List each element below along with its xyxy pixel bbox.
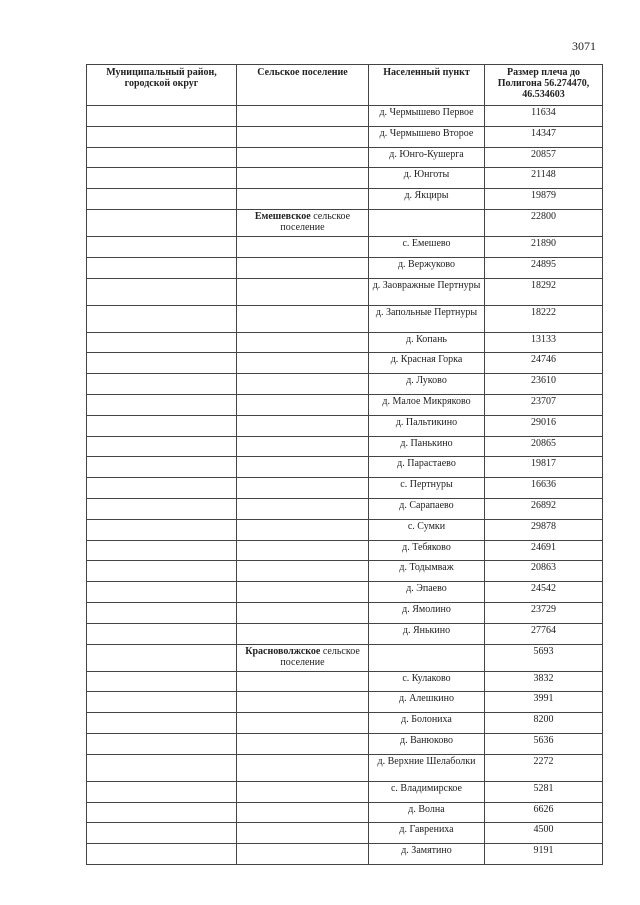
distance-cell: 24691 bbox=[485, 540, 603, 561]
district-cell bbox=[87, 671, 237, 692]
district-cell bbox=[87, 257, 237, 278]
distance-cell: 5281 bbox=[485, 781, 603, 802]
settlement-cell bbox=[237, 209, 369, 236]
distance-cell: 24895 bbox=[485, 257, 603, 278]
locality-cell: д. Юнготы bbox=[369, 168, 485, 189]
distance-cell: 23729 bbox=[485, 602, 603, 623]
distance-cell: 9191 bbox=[485, 844, 603, 865]
locality-cell: д. Эпаево bbox=[369, 582, 485, 603]
table-row bbox=[87, 623, 603, 644]
distance-cell: 20863 bbox=[485, 561, 603, 582]
distance-cell: 4500 bbox=[485, 823, 603, 844]
table-row bbox=[87, 498, 603, 519]
settlement-cell bbox=[237, 692, 369, 713]
settlement-cell bbox=[237, 582, 369, 603]
distance-cell: 5693 bbox=[485, 644, 603, 671]
district-cell bbox=[87, 394, 237, 415]
locality-cell: д. Юнго-Кушерга bbox=[369, 147, 485, 168]
locality-cell: с. Пертнуры bbox=[369, 478, 485, 499]
locality-cell: д. Алешкино bbox=[369, 692, 485, 713]
settlement-cell bbox=[237, 394, 369, 415]
distance-cell: 14347 bbox=[485, 126, 603, 147]
settlement-cell bbox=[237, 374, 369, 395]
locality-cell: д. Тодымваж bbox=[369, 561, 485, 582]
district-cell bbox=[87, 844, 237, 865]
district-cell bbox=[87, 644, 237, 671]
locality-cell bbox=[369, 209, 485, 236]
table-row bbox=[87, 209, 603, 236]
locality-cell: д. Парастаево bbox=[369, 457, 485, 478]
distance-cell: 24542 bbox=[485, 582, 603, 603]
settlement-type: сельское поселение bbox=[280, 645, 360, 668]
settlement-cell bbox=[237, 332, 369, 353]
settlement-cell bbox=[237, 823, 369, 844]
district-cell bbox=[87, 278, 237, 305]
locality-cell: д. Чермышево Первое bbox=[369, 106, 485, 127]
district-cell bbox=[87, 823, 237, 844]
district-cell bbox=[87, 415, 237, 436]
district-cell bbox=[87, 561, 237, 582]
district-cell bbox=[87, 498, 237, 519]
settlement-cell bbox=[237, 147, 369, 168]
locality-cell: д. Панькино bbox=[369, 436, 485, 457]
distance-cell: 27764 bbox=[485, 623, 603, 644]
locality-cell: с. Кулаково bbox=[369, 671, 485, 692]
distance-cell: 3991 bbox=[485, 692, 603, 713]
settlement-cell bbox=[237, 189, 369, 210]
table-row bbox=[87, 278, 603, 305]
table-row bbox=[87, 236, 603, 257]
settlement-cell bbox=[237, 602, 369, 623]
distance-cell: 19879 bbox=[485, 189, 603, 210]
table-row bbox=[87, 671, 603, 692]
table-row bbox=[87, 602, 603, 623]
table-row bbox=[87, 257, 603, 278]
distance-cell: 11634 bbox=[485, 106, 603, 127]
table-row bbox=[87, 353, 603, 374]
header-locality: Населенный пункт bbox=[369, 65, 485, 106]
locality-cell: д. Янькино bbox=[369, 623, 485, 644]
distance-cell: 23707 bbox=[485, 394, 603, 415]
locality-cell: д. Заовражные Пертнуры bbox=[369, 278, 485, 305]
distance-cell: 21890 bbox=[485, 236, 603, 257]
distance-cell: 21148 bbox=[485, 168, 603, 189]
locality-cell bbox=[369, 644, 485, 671]
table-row bbox=[87, 457, 603, 478]
table-row bbox=[87, 168, 603, 189]
distance-cell: 13133 bbox=[485, 332, 603, 353]
table-row bbox=[87, 415, 603, 436]
distance-cell: 24746 bbox=[485, 353, 603, 374]
district-cell bbox=[87, 781, 237, 802]
district-cell bbox=[87, 623, 237, 644]
locality-cell: д. Вержуково bbox=[369, 257, 485, 278]
table-row bbox=[87, 394, 603, 415]
district-cell bbox=[87, 540, 237, 561]
table-row bbox=[87, 823, 603, 844]
settlement-cell bbox=[237, 733, 369, 754]
district-cell bbox=[87, 754, 237, 781]
table-row bbox=[87, 692, 603, 713]
locality-cell: д. Гаврениха bbox=[369, 823, 485, 844]
settlement-cell bbox=[237, 754, 369, 781]
locality-cell: д. Ямолино bbox=[369, 602, 485, 623]
district-cell bbox=[87, 147, 237, 168]
table-row bbox=[87, 189, 603, 210]
district-cell bbox=[87, 713, 237, 734]
table-row bbox=[87, 540, 603, 561]
locality-cell: д. Волна bbox=[369, 802, 485, 823]
distance-cell: 18222 bbox=[485, 305, 603, 332]
table-row bbox=[87, 754, 603, 781]
distance-cell: 20865 bbox=[485, 436, 603, 457]
locality-cell: с. Владимирское bbox=[369, 781, 485, 802]
table-row bbox=[87, 713, 603, 734]
table-row bbox=[87, 844, 603, 865]
settlement-cell bbox=[237, 305, 369, 332]
settlement-cell bbox=[237, 644, 369, 671]
settlement-cell bbox=[237, 278, 369, 305]
settlement-cell bbox=[237, 623, 369, 644]
locality-cell: д. Копань bbox=[369, 332, 485, 353]
table-row bbox=[87, 781, 603, 802]
distance-cell: 20857 bbox=[485, 147, 603, 168]
settlement-cell bbox=[237, 236, 369, 257]
settlements-table bbox=[86, 64, 603, 865]
settlement-cell bbox=[237, 540, 369, 561]
table-row bbox=[87, 478, 603, 499]
table-body bbox=[87, 106, 603, 865]
locality-cell: д. Верхние Шелаболки bbox=[369, 754, 485, 781]
district-cell bbox=[87, 582, 237, 603]
settlement-cell bbox=[237, 106, 369, 127]
settlement-cell bbox=[237, 457, 369, 478]
locality-cell: д. Красная Горка bbox=[369, 353, 485, 374]
settlement-cell bbox=[237, 415, 369, 436]
locality-cell: д. Тебяково bbox=[369, 540, 485, 561]
district-cell bbox=[87, 733, 237, 754]
table-row bbox=[87, 582, 603, 603]
table-row bbox=[87, 305, 603, 332]
distance-cell: 29016 bbox=[485, 415, 603, 436]
district-cell bbox=[87, 374, 237, 395]
distance-cell: 18292 bbox=[485, 278, 603, 305]
locality-cell: д. Малое Микряково bbox=[369, 394, 485, 415]
locality-cell: д. Запольные Пертнуры bbox=[369, 305, 485, 332]
table-header-row bbox=[87, 65, 603, 106]
district-cell bbox=[87, 457, 237, 478]
locality-cell: д. Ванюково bbox=[369, 733, 485, 754]
header-district: Муниципальный район, городской округ bbox=[87, 65, 237, 106]
settlement-cell bbox=[237, 436, 369, 457]
district-cell bbox=[87, 478, 237, 499]
locality-cell: д. Чермышево Второе bbox=[369, 126, 485, 147]
settlement-cell bbox=[237, 671, 369, 692]
district-cell bbox=[87, 353, 237, 374]
district-cell bbox=[87, 602, 237, 623]
locality-cell: д. Луково bbox=[369, 374, 485, 395]
settlement-name: Красноволжское bbox=[245, 645, 321, 657]
distance-cell: 29878 bbox=[485, 519, 603, 540]
table-row bbox=[87, 436, 603, 457]
district-cell bbox=[87, 209, 237, 236]
settlement-cell bbox=[237, 478, 369, 499]
locality-cell: с. Сумки bbox=[369, 519, 485, 540]
district-cell bbox=[87, 802, 237, 823]
settlement-cell bbox=[237, 802, 369, 823]
locality-cell: д. Пальтикино bbox=[369, 415, 485, 436]
table-row bbox=[87, 519, 603, 540]
locality-cell: д. Якциры bbox=[369, 189, 485, 210]
distance-cell: 26892 bbox=[485, 498, 603, 519]
settlement-cell bbox=[237, 519, 369, 540]
settlement-cell bbox=[237, 126, 369, 147]
table-row bbox=[87, 106, 603, 127]
page-number: 3071 bbox=[572, 39, 596, 53]
settlement-cell bbox=[237, 168, 369, 189]
settlement-cell bbox=[237, 561, 369, 582]
distance-cell: 22800 bbox=[485, 209, 603, 236]
locality-cell: с. Емешево bbox=[369, 236, 485, 257]
table-row bbox=[87, 802, 603, 823]
distance-cell: 19817 bbox=[485, 457, 603, 478]
distance-cell: 23610 bbox=[485, 374, 603, 395]
district-cell bbox=[87, 692, 237, 713]
district-cell bbox=[87, 519, 237, 540]
settlement-type: сельское поселение bbox=[280, 210, 351, 233]
locality-cell: д. Замятино bbox=[369, 844, 485, 865]
district-cell bbox=[87, 236, 237, 257]
table-row bbox=[87, 733, 603, 754]
table-row bbox=[87, 126, 603, 147]
settlement-cell bbox=[237, 781, 369, 802]
district-cell bbox=[87, 106, 237, 127]
distance-cell: 8200 bbox=[485, 713, 603, 734]
settlement-cell bbox=[237, 257, 369, 278]
settlement-cell bbox=[237, 844, 369, 865]
distance-cell: 16636 bbox=[485, 478, 603, 499]
table-row bbox=[87, 332, 603, 353]
table-row bbox=[87, 374, 603, 395]
distance-cell: 2272 bbox=[485, 754, 603, 781]
table-row bbox=[87, 644, 603, 671]
district-cell bbox=[87, 436, 237, 457]
locality-cell: д. Болониха bbox=[369, 713, 485, 734]
settlement-cell bbox=[237, 498, 369, 519]
district-cell bbox=[87, 189, 237, 210]
table-row bbox=[87, 147, 603, 168]
distance-cell: 3832 bbox=[485, 671, 603, 692]
distance-cell: 5636 bbox=[485, 733, 603, 754]
district-cell bbox=[87, 168, 237, 189]
header-distance: Размер плеча до Полигона 56.274470, 46.534603 bbox=[485, 65, 603, 106]
district-cell bbox=[87, 305, 237, 332]
settlement-cell bbox=[237, 353, 369, 374]
table-row bbox=[87, 561, 603, 582]
settlement-name: Емешевское bbox=[254, 210, 311, 222]
district-cell bbox=[87, 126, 237, 147]
settlement-cell bbox=[237, 713, 369, 734]
header-settlement: Сельское поселение bbox=[237, 65, 369, 106]
district-cell bbox=[87, 332, 237, 353]
distance-cell: 6626 bbox=[485, 802, 603, 823]
locality-cell: д. Сарапаево bbox=[369, 498, 485, 519]
